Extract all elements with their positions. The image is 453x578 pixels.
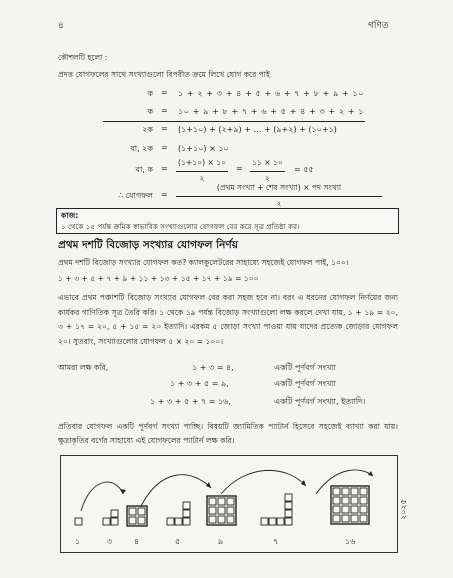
eq1-op: = — [161, 88, 168, 97]
eq3-rhs: (১+১০) + (২+৯) + … + (৯+২) + (১০+১) — [178, 125, 337, 134]
eq5-op: = — [161, 164, 168, 173]
eq4-rhs: (১+১০) × ১০ — [178, 144, 229, 153]
odd-sum-equation: ১ + ৩ + ৫ + ৭ + ৯ + ১১ + ১৩ + ১৫ + ১৭ + ১৯ = ১০০ — [58, 274, 259, 283]
eq3-op: = — [161, 124, 168, 133]
eq5-numerator-2: ১১ × ১০ — [250, 157, 285, 172]
eq5-numerator-1: (১+১০) × ১০ — [176, 157, 228, 172]
figure-label-6: ৭ — [273, 537, 279, 546]
task-label: কাজ: — [61, 211, 79, 220]
observe-row-2-lhs: ১ + ৩ + ৫ = ৯, — [170, 379, 229, 388]
eq3-lhs: ২ক — [142, 125, 153, 134]
figure-label-1: ১ — [75, 537, 81, 546]
eq2-lhs: ক — [147, 107, 153, 116]
eq5-op-2: = — [236, 164, 243, 173]
running-head-subject: গণিত — [368, 21, 389, 31]
eq6-denominator: ২ — [276, 199, 282, 208]
strategy-title: কৌশলটি হলো : — [58, 53, 108, 62]
square-1 — [75, 518, 82, 525]
eq2-rhs: ১০ + ৯ + ৮ + ৭ + ৬ + ৫ + ৪ + ৩ + ২ + ১ — [178, 107, 365, 116]
observe-row-1-lhs: ১ + ৩ = ৪, — [192, 363, 234, 372]
eq6-fraction — [176, 182, 382, 211]
arrowhead-3 — [301, 480, 306, 486]
task-text: ১ থেকে ১৫ পর্যন্ত ক্রমিক স্বাভাবিক সংখ্যাগুলোর যোগফল বের করে সূত্র প্রতিষ্ঠা কর। — [61, 222, 300, 231]
eq1-lhs: ক — [147, 89, 153, 98]
page-number: ৪ — [58, 21, 64, 31]
observe-lead: আমরা লক্ষ করি, — [58, 363, 109, 372]
arrow-2 — [141, 475, 211, 506]
square-pattern-figure — [60, 455, 398, 553]
observe-row-2-rhs: একটি পূর্ণবর্গ সংখ্যা — [274, 379, 337, 388]
figure-label-5: ৯ — [218, 537, 224, 546]
figure-label-4: ৫ — [175, 537, 181, 546]
eq5-denominator-1: ২ — [199, 174, 205, 183]
arrow-3 — [221, 470, 306, 494]
observe-row-1-rhs: একটি পূর্ণবর্গ সংখ্যা — [274, 363, 337, 372]
eq6-numerator: (প্রথম সংখ্যা + শেষ সংখ্যা) × পদ সংখ্যা — [176, 182, 382, 197]
figure-label-2: ৩ — [107, 537, 113, 546]
section-question: প্রথম দশটি বিজোড় সংখ্যার যোগফল কত? ক্যালকুলেটরের সাহায্যে সহজেই যোগফল পাই, ১০০। — [58, 258, 349, 267]
eq2-op: = — [161, 106, 168, 115]
equation-row-5 — [58, 157, 378, 183]
eq6-op: = — [161, 190, 168, 199]
task-box — [56, 208, 399, 234]
arrowhead-1 — [120, 489, 126, 494]
margin-year: ২০২৫ — [399, 499, 408, 520]
figure-label-3: ৪ — [134, 537, 140, 546]
eq5-denominator-2: ২ — [264, 174, 270, 183]
eq6-lhs: ∴ যোগফল — [118, 191, 153, 200]
observe-row-3-rhs: একটি পূর্ণবর্গ সংখ্যা, ইত্যাদি। — [274, 397, 366, 406]
eq5-result: = ৫৫ — [294, 165, 314, 174]
sum-rule — [103, 121, 365, 122]
arrow-1 — [81, 482, 123, 511]
arrowhead-2 — [206, 482, 211, 488]
eq5-lhs: বা, ক — [135, 165, 153, 174]
eq4-lhs: বা, ২ক — [130, 144, 153, 153]
equation-row-6 — [58, 182, 388, 208]
strategy-line: প্রদত্ত যোগফলের সাথে সংখ্যাগুলো বিপরীত ক্রমে লিখে যোগ করে পাই — [58, 70, 270, 79]
observe-row-3-lhs: ১ + ৩ + ৫ + ৭ = ১৬, — [150, 397, 231, 406]
arrow-4 — [316, 470, 373, 494]
section-paragraph: এভাবে প্রথম পঞ্চাশটি বিজোড় সংখ্যার যোগফল বের করা সহজ হবে না। বরং এ ধরনের যোগফল নির্ণয়ের জন্য কার্যকর গাণিতিক সূত্র তৈরি করি। ১ থেকে ১৯ পর্যন্ত বিজোড় সংখ্যাগুলো লক্ষ করলে দেখা যায়, ১ + ১৯ = ২০, ৩ + ১৭ = ২০, ৫ + ১৫ = ২০ ইত্যাদি। এরকম ৫ জোড়া সংখ্যা পাওয়া যায় যাদের প্রত্যেক জোড়ার যোগফল ২০। সুতরাং, সংখ্যাগুলোর যোগফল ৫ × ২০ = ১০০। — [58, 293, 398, 346]
conclusion-paragraph: প্রতিবার যোগফল একটি পূর্ণবর্গ সংখ্যা পাচ্ছি। বিষয়টি জ্যামিতিক প্যাটার্ন হিসেবে সহজেই ব্যাখ্যা করা যায়। ক্ষুদ্রাকৃতির বর্গের সাহায্যে এই যোগফলের প্যাটার্ন লক্ষ করি। — [58, 422, 398, 445]
figure-label-7: ১৬ — [345, 537, 356, 546]
eq4-op: = — [161, 143, 168, 152]
eq1-rhs: ১ + ২ + ৩ + ৪ + ৫ + ৬ + ৭ + ৮ + ৯ + ১০ — [178, 89, 365, 98]
section-title: প্রথম দশটি বিজোড় সংখ্যার যোগফল নির্ণয় — [58, 239, 238, 251]
